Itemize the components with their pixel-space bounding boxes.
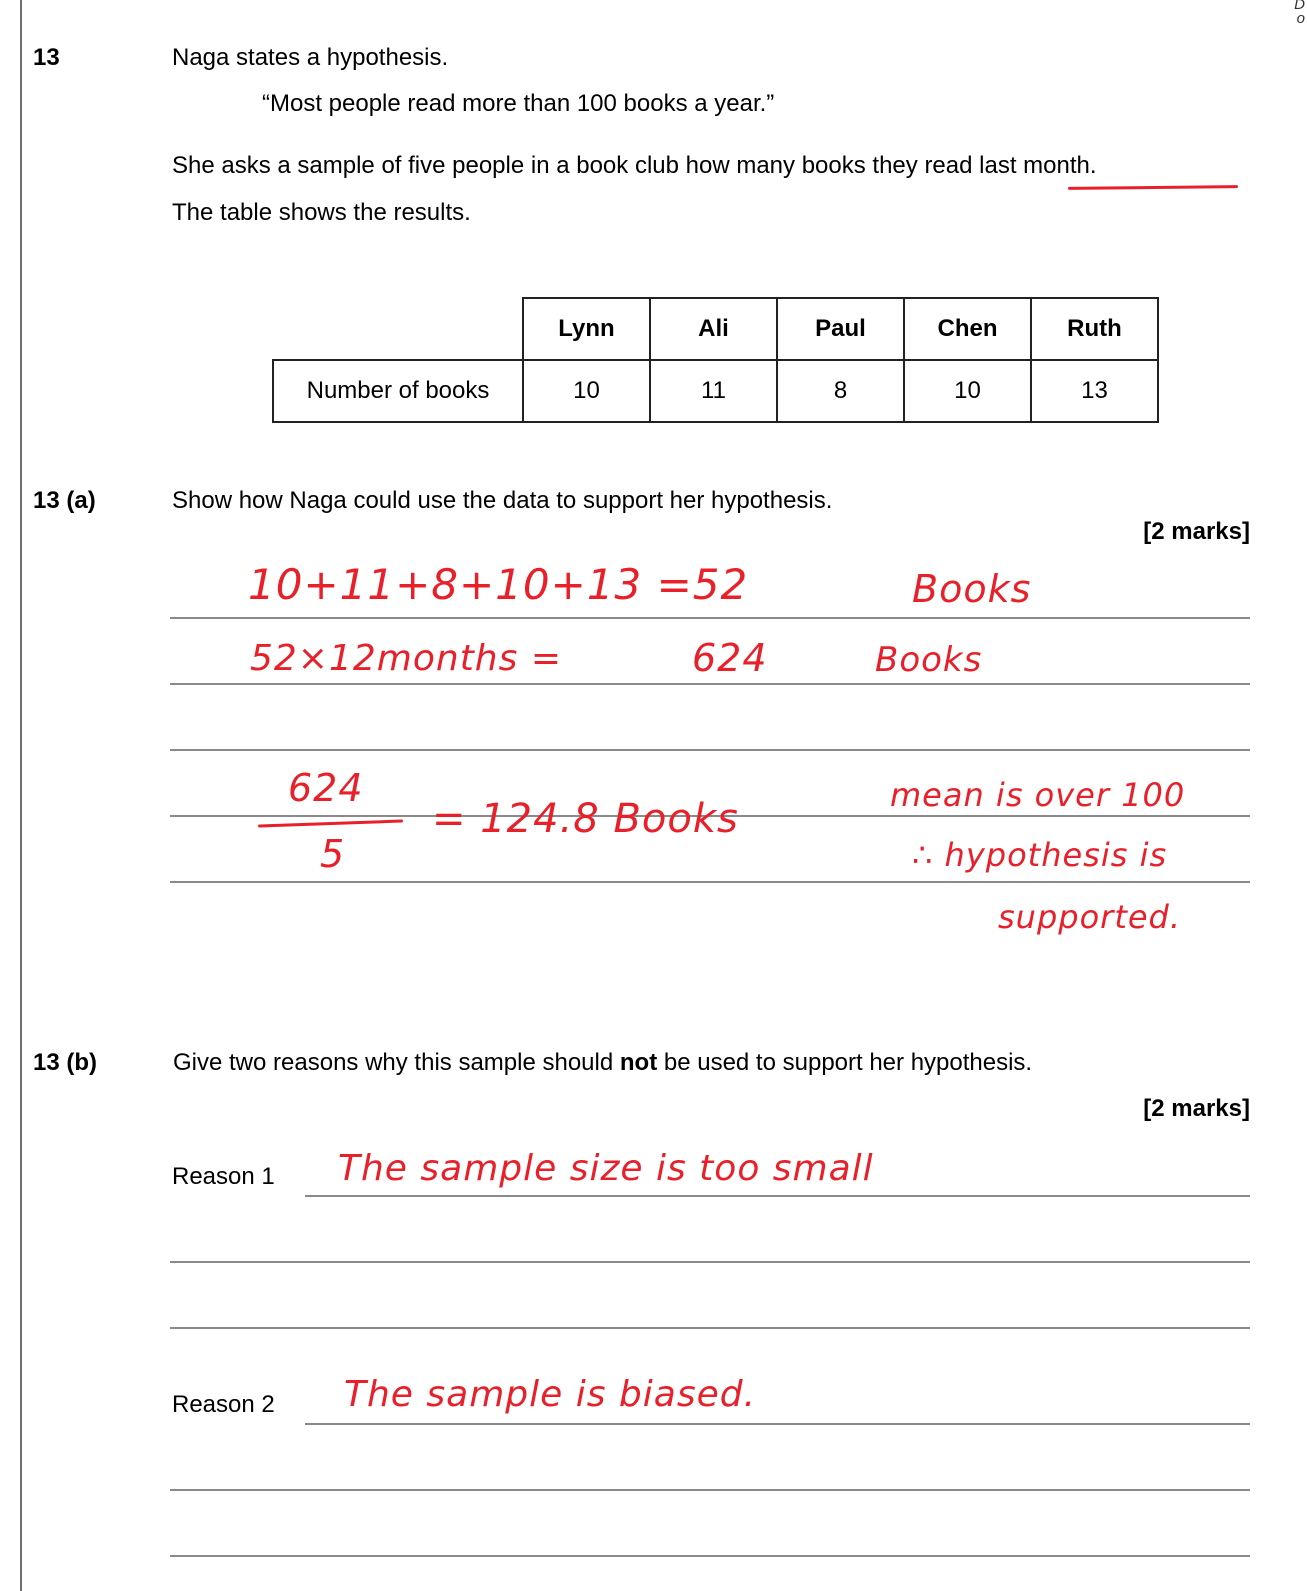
- table-intro: The table shows the results.: [172, 199, 471, 226]
- answer-line: [170, 881, 1250, 883]
- table-value-cell: 8: [777, 360, 904, 422]
- table-header-row: [273, 298, 1158, 360]
- handwritten-sum: 10+11+8+10+13 =52: [248, 560, 749, 609]
- answer-line: [170, 617, 1250, 619]
- handwritten-conclusion-2: ∴ hypothesis is: [912, 836, 1168, 874]
- left-margin-line: [20, 0, 22, 1591]
- table-header-cell: Chen: [904, 298, 1031, 360]
- part-b-label: 13 (b): [33, 1049, 98, 1076]
- part-a-prompt: Show how Naga could use the data to support her hypothesis.: [172, 487, 833, 514]
- reason-1-label: Reason 1: [172, 1163, 275, 1190]
- answer-line: [305, 1195, 1250, 1197]
- table-value-cell: 10: [904, 360, 1031, 422]
- answer-line: [170, 1489, 1250, 1491]
- reason-1-answer: The sample size is too small: [338, 1148, 874, 1189]
- fraction-bar: [258, 819, 403, 827]
- table-value-cell: 10: [523, 360, 650, 422]
- question-number: 13: [33, 44, 60, 71]
- table-header-cell: Ruth: [1031, 298, 1158, 360]
- question-sentence: She asks a sample of five people in a book club how many books they read last month.: [172, 152, 1097, 179]
- handwritten-books-2: Books: [875, 640, 983, 680]
- table-value-cell: 13: [1031, 360, 1158, 422]
- handwritten-mean: = 124.8 Books: [432, 796, 739, 842]
- question-intro: Naga states a hypothesis.: [172, 44, 449, 71]
- answer-line: [170, 683, 1250, 685]
- part-b-prompt: Give two reasons why this sample should not be used to support her hypothesis.: [173, 1049, 1033, 1076]
- handwritten-624: 624: [692, 636, 768, 680]
- reason-2-label: Reason 2: [172, 1391, 275, 1418]
- table-corner-cell: [273, 298, 523, 360]
- table-value-cell: 11: [650, 360, 777, 422]
- table-row: [273, 360, 1158, 422]
- handwritten-books-1: Books: [912, 567, 1032, 611]
- handwritten-underline: [1068, 185, 1238, 189]
- answer-line: [305, 1423, 1250, 1425]
- part-b-marks: [2 marks]: [1143, 1095, 1250, 1122]
- answer-line: [170, 749, 1250, 751]
- hypothesis-quote: “Most people read more than 100 books a year.”: [262, 90, 775, 117]
- fraction-numerator: 624: [288, 766, 364, 810]
- part-a-label: 13 (a): [33, 487, 96, 514]
- handwritten-conclusion-3: supported.: [998, 898, 1182, 936]
- table-header-cell: Ali: [650, 298, 777, 360]
- page-corner-text: D o: [1294, 0, 1305, 27]
- reason-2-answer: The sample is biased.: [344, 1374, 757, 1415]
- table-header-cell: Lynn: [523, 298, 650, 360]
- table-row-label: Number of books: [273, 360, 523, 422]
- answer-line: [170, 1555, 1250, 1557]
- table-header-cell: Paul: [777, 298, 904, 360]
- handwritten-multiply: 52×12months =: [250, 638, 562, 679]
- fraction-denominator: 5: [320, 832, 346, 876]
- handwritten-conclusion-1: mean is over 100: [890, 776, 1186, 814]
- part-a-marks: [2 marks]: [1143, 518, 1250, 545]
- answer-line: [170, 1327, 1250, 1329]
- answer-line: [170, 1261, 1250, 1263]
- results-table: [272, 297, 1159, 423]
